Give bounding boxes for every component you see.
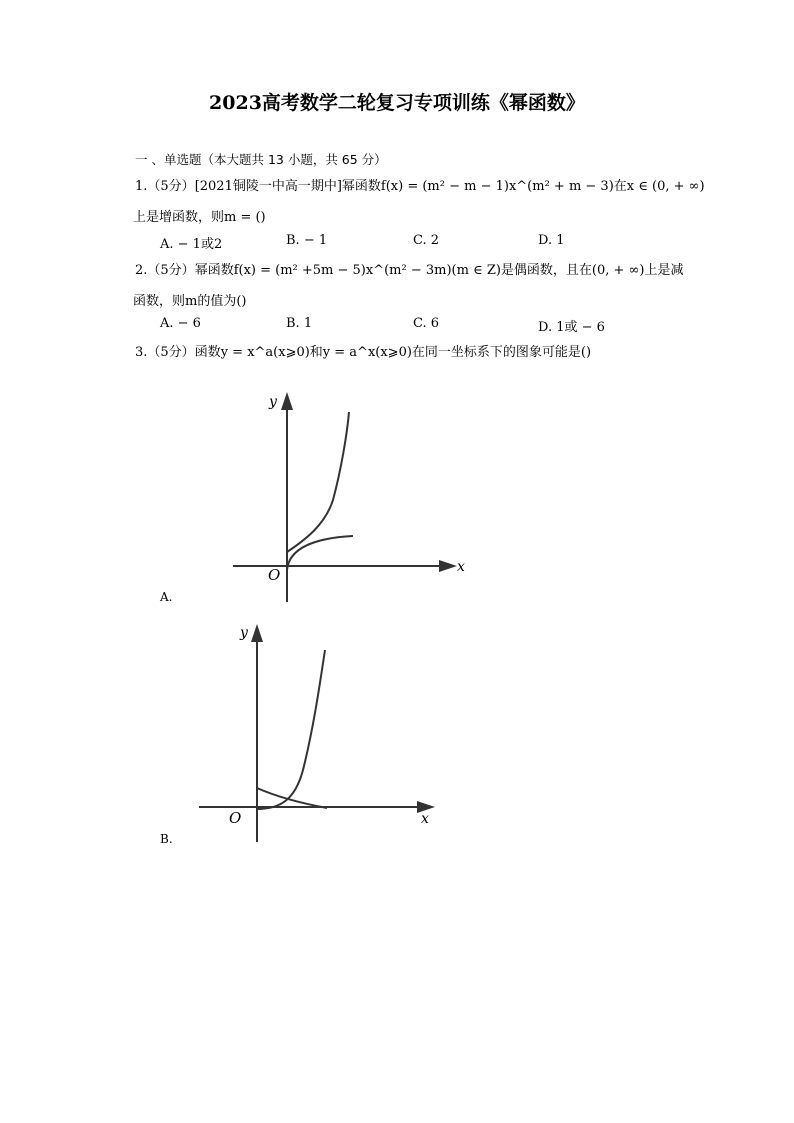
figure-a-label[interactable]: A.: [160, 590, 173, 604]
option-a[interactable]: A. − 1或2: [160, 237, 223, 252]
question-score: （5分）: [147, 263, 195, 278]
option-d[interactable]: D. 1或 − 6: [538, 320, 605, 335]
y-arrow-icon: [281, 392, 293, 410]
x-axis-label: x: [421, 811, 429, 827]
question-1: [135, 178, 705, 196]
question-stem: 幂函数f(x) = (m² +5m − 5)x^(m² − 3m)(m ∈ Z)是偶函数，且在(0, + ∞)上是减: [194, 263, 684, 278]
question-score: （5分）: [147, 345, 195, 360]
question-1-stem-continued: 上是增函数，则m = (): [133, 210, 266, 225]
option-c[interactable]: C. 6: [413, 316, 440, 331]
question-number: 2.: [135, 263, 148, 278]
y-axis-label: y: [269, 394, 277, 410]
decreasing-curve: [257, 788, 327, 808]
steep-curve: [287, 412, 349, 552]
question-score: （5分）: [147, 179, 195, 194]
question-stem: 函数y = x^a(x⩾0)和y = a^x(x⩾0)在同一坐标系下的图象可能是(): [194, 345, 592, 360]
option-c[interactable]: C. 2: [413, 233, 440, 248]
figure-a-graph[interactable]: [225, 390, 485, 605]
option-b[interactable]: B. 1: [286, 316, 313, 331]
x-axis-label: x: [457, 559, 465, 575]
steep-curve: [257, 650, 325, 809]
option-d[interactable]: D. 1: [538, 233, 565, 248]
question-number: 3.: [135, 345, 148, 360]
question-3: [135, 344, 591, 362]
question-number: 1.: [135, 179, 148, 194]
figure-b-graph[interactable]: [195, 620, 445, 845]
origin-label: O: [268, 566, 281, 584]
origin-label: O: [229, 809, 242, 827]
y-axis-label: y: [240, 625, 248, 641]
question-2-stem-continued: 函数，则m的值为(): [133, 294, 247, 309]
figure-b-label[interactable]: B.: [160, 832, 173, 846]
page-title: 2023高考数学二轮复习专项训练《幂函数》: [209, 92, 585, 114]
question-stem: [2021铜陵一中高一期中]幂函数f(x) = (m² − m − 1)x^(m² + m − 3)在x ∈ (0, + ∞): [194, 179, 705, 194]
x-arrow-icon: [439, 560, 457, 572]
option-a[interactable]: A. − 6: [160, 316, 201, 331]
question-2: [135, 262, 683, 280]
option-b[interactable]: B. − 1: [286, 233, 328, 248]
flat-curve: [287, 536, 353, 570]
section-heading: 一 、单选题（本大题共 13 小题，共 65 分）: [135, 152, 387, 167]
y-arrow-icon: [251, 624, 263, 642]
